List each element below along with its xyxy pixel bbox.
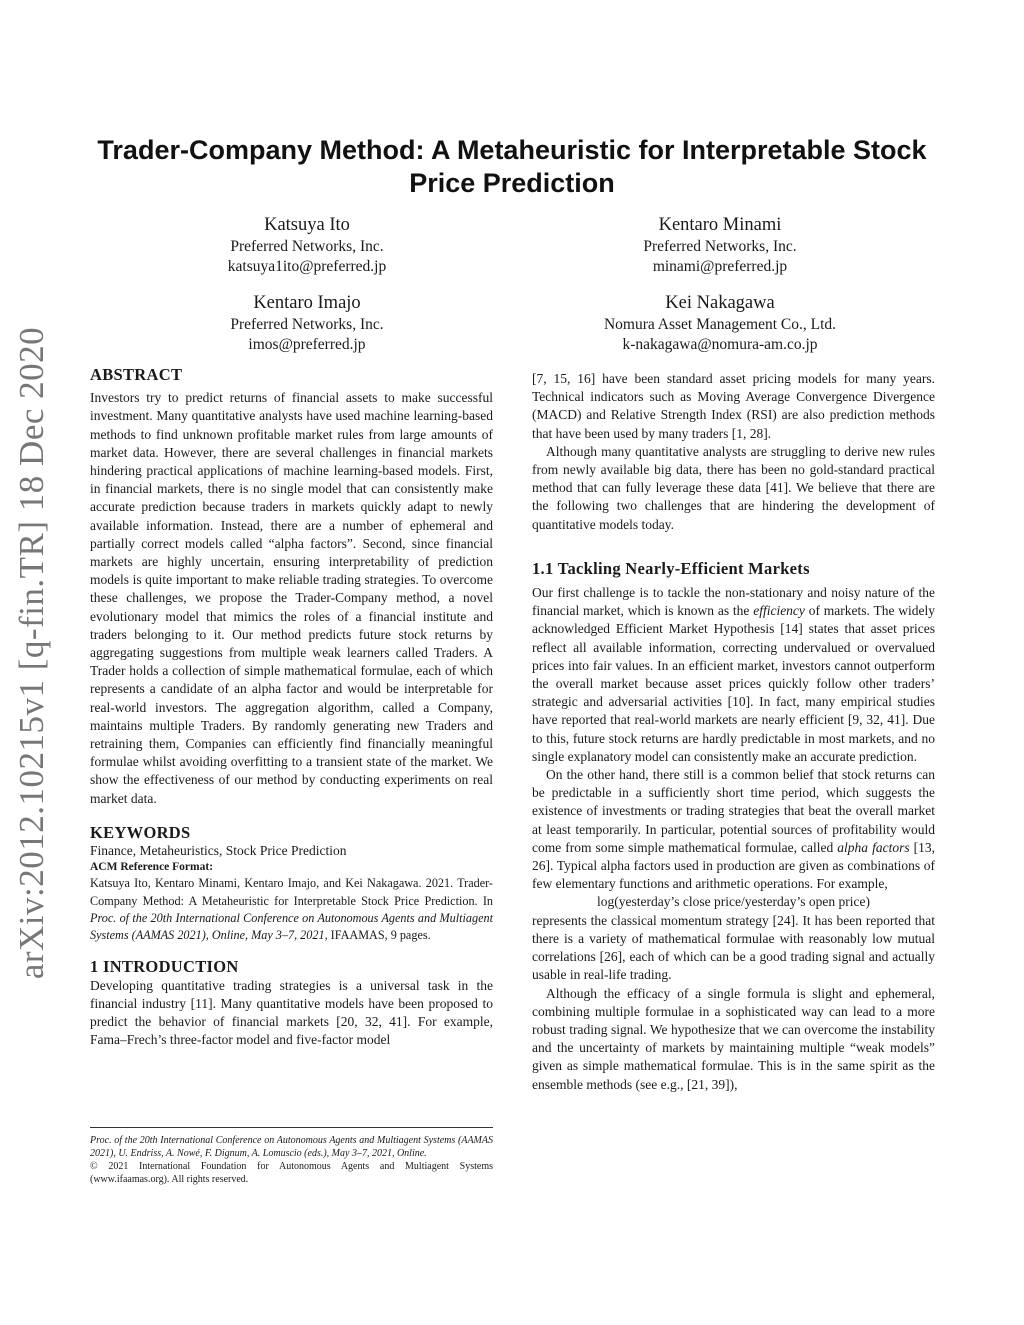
paragraph: [7, 15, 16] have been standard asset pricing models for many years. Technical indicators such as Moving Average Convergence Divergence (MACD) and Relative Strength Index (RSI) are also prediction methods that have been used by many traders [1, 28]. [532,371,935,441]
footnote-proc: Proc. of the 20th International Conference on Autonomous Agents and Multiagent Systems (AAMAS 2021), U. Endriss, A. Nowé, F. Dignum, A. Lomuscio (eds.), May 3–7, 2021, Online. [90,1135,493,1159]
abstract-text: Investors try to predict returns of financial assets to make successful investment. Many quantitative analysts have used machine learning-based methods to find unknown profitable market rules from large amounts of market data. However, there are several challenges in financial markets hindering practical applications of machine learning-based models. First, in financial markets, there is no single model that can consistently make accurate prediction because traders in markets quickly adapt to newly available information. Instead, there are a number of ephemeral and partially correct models called “alpha factors”. Second, since financial markets are highly uncertain, ensuring interpretability of prediction models is quite important to make reliable trading strategies. To overcome these challenges, we propose the Trader-Company method, a novel evolutionary model that mimics the roles of a financial institute and traders belonging to it. Our method predicts future stock returns by aggregating suggestions from multiple weak learners called Traders. A Trader holds a collection of simple mathematical formulae, each of which represents a candidate of an alpha factor and would be interpretable for real-world investors. The aggregation algorithm, called a Company, maintains multiple Traders. By randomly generating new Traders and retraining them, Companies can efficiently find financially meaningful formulae whilst avoiding overfitting to a transient state of the market. We show the effectiveness of our method by conducting experiments on real market data. [90,390,493,806]
emphasis: alpha factors [837,839,910,855]
paragraph: Although the efficacy of a single formula is slight and ephemeral, combining multiple formulae in a sophisticated way can lead to a more robust trading signal. We hypothesize that we can overcome the instability and the uncertainty of markets by maintaining multiple “weak models” given as simple mathematical formulae. This is in the same spirit as the ensemble methods (see e.g., [21, 39]), [532,985,935,1092]
text-run: On the other hand, there still is a common belief that stock returns can be predictable in a sufficiently short time period, which suggests the existence of investments or trading strategies that beat the overall market at least temporarily. In particular, potential sources of profitability would come from some simple mathematical formulae, called [532,767,935,855]
paper-title: Trader-Company Method: A Metaheuristic for Interpretable Stock Price Prediction [97,135,927,198]
formula: log(yesterday’s close price/yesterday’s open price) [597,894,870,910]
acm-text-after: , IFAAMAS, 9 pages. [324,928,431,943]
author-email[interactable]: k-nakagawa@nomura-am.co.jp [622,336,818,353]
acm-heading: ACM Reference Format: [90,861,214,874]
author-block [570,213,870,277]
section-heading: 1.1 Tackling Nearly-Efficient Markets [532,558,810,578]
emphasis: efficiency [753,603,805,619]
author-affiliation: Preferred Networks, Inc. [230,238,384,255]
author-affiliation: Preferred Networks, Inc. [643,238,797,255]
footnote-copyright: © 2021 International Foundation for Autonomous Agents and Multiagent Systems (www.ifaamas.org). All rights reserved. [90,1161,493,1185]
author-email[interactable]: imos@preferred.jp [248,336,366,353]
left-column [90,366,493,1049]
right-column [532,370,935,1094]
text-run: of markets. The widely acknowledged Efficient Market Hypothesis [14] states that asset prices reflect all available information, correcting undervalued or overvalued prices into fair values. In an efficient market, investors cannot outperform the overall market because asset prices quickly follow other traders’ strategic and adversarial activities [10]. In fact, many empirical studies have reported that real-world markets are nearly efficient [9, 32, 41]. Due to this, future stock returns are hardly predictable in most markets, and no single explanatory model can consistently make an accurate prediction. [532,603,935,764]
author-name: Kentaro Minami [658,215,782,235]
arxiv-side-stamp [8,326,56,979]
author-email[interactable]: katsuya1ito@preferred.jp [227,258,387,275]
intro-text: Developing quantitative trading strategies is a universal task in the financial industry [11]. Many quantitative models have been proposed to predict the behavior of financial markets [20, 32, 41]. For example, Fama–Frech’s three-factor model and five-factor model [90,977,493,1048]
acm-text-before: Katsuya Ito, Kentaro Minami, Kentaro Imajo, and Kei Nakagawa. 2021. Trader-Company Method: A Metaheuristic for Interpretable Stock Price Prediction. In [90,876,493,908]
author-block [157,213,457,277]
keywords-text: Finance, Metaheuristics, Stock Price Prediction [90,843,347,859]
intro-heading: 1 INTRODUCTION [90,957,239,977]
paragraph: Although many quantitative analysts are struggling to derive new rules from newly available big data, there has been no gold-standard practical method that can fully leverage these data [41]. We believe that there are the following two challenges that are hindering the development of quantitative models today. [532,443,935,532]
keywords-heading: KEYWORDS [90,822,191,842]
author-email[interactable]: minami@preferred.jp [652,258,788,275]
acm-proc: Proc. of the 20th International Conference on Autonomous Agents and Multiagent Systems (AAMAS 2021), Online, May 3–7, 2021 [90,910,493,943]
author-affiliation: Preferred Networks, Inc. [230,316,384,333]
arxiv-id-text: arXiv:2012.10215v1 [q-fin.TR] 18 Dec 2020 [12,326,51,979]
paragraph [532,766,935,893]
text-run: [13, 26]. Typical alpha factors used in production are given as combinations of few elementary functions and arithmetic operations. For example, [532,839,935,892]
author-block [157,291,457,355]
author-block [550,291,890,355]
author-name: Kei Nakagawa [665,293,775,313]
author-affiliation: Nomura Asset Management Co., Ltd. [603,316,837,333]
text-run: Our first challenge is to tackle the non-stationary and noisy nature of the financial market, which is known as the [532,585,935,619]
paragraph: represents the classical momentum strategy [24]. It has been reported that there is a variety of mathematical formulae with reasonably low mutual correlations [26], each of which can be a good trading signal and actually usable in real-life trading. [532,912,935,983]
author-name: Kentaro Imajo [253,293,361,313]
abstract-heading: ABSTRACT [90,365,183,384]
footnote [90,1127,493,1186]
paragraph [532,584,935,766]
acm-reference [90,875,493,944]
author-name: Katsuya Ito [264,215,350,235]
